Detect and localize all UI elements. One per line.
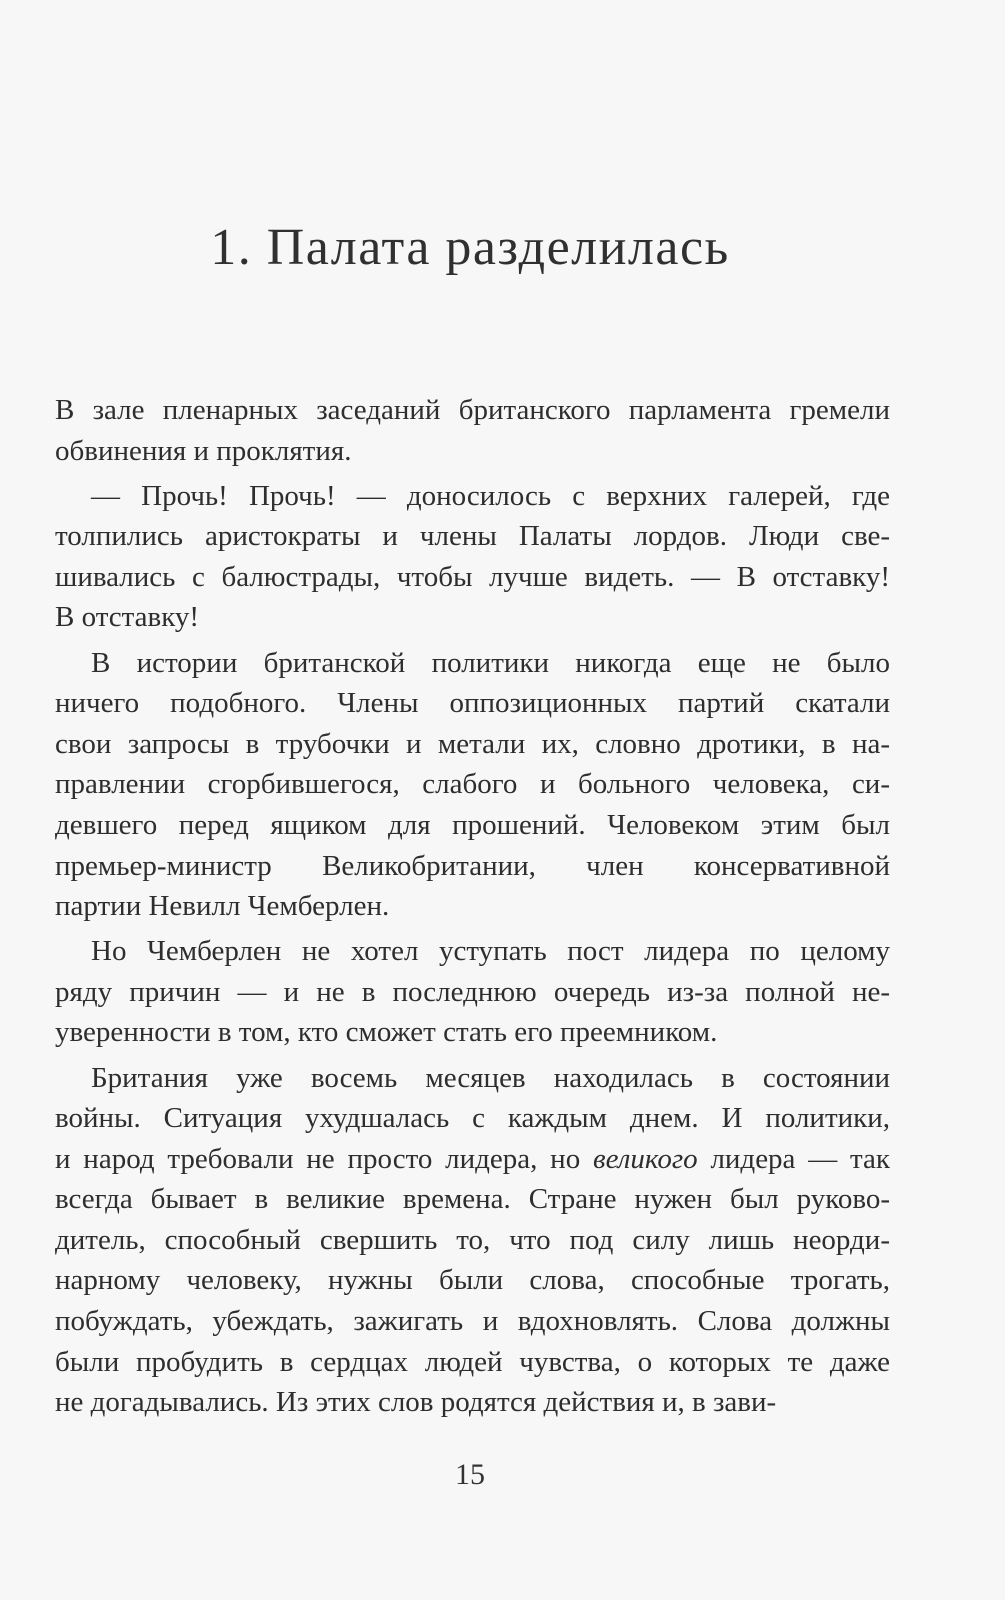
body-text [55,390,890,1427]
text-line: были пробудить в сердцах людей чувства, о которых те даже [55,1345,890,1378]
text-line: шивались с балюстрады, чтобы лучше видеть. — В отставку! [55,560,890,593]
text-line: и народ требовали не просто лидера, но великого лидера — так [55,1142,890,1175]
text-line: войны. Ситуация ухудшалась с каждым днем. И политики, [55,1102,890,1135]
text-line: дитель, способный свершить то, что под силу лишь неорди- [55,1223,890,1256]
text-line: толпились аристократы и члены Палаты лордов. Люди све- [55,520,890,553]
text-line: правлении сгорбившегося, слабого и больного человека, си- [55,768,890,801]
page-number: 15 [455,1458,485,1491]
text-line: партии Невилл Чемберлен. [55,890,390,923]
paragraph [55,931,890,1053]
text-line: уверенности в том, кто сможет стать его преемником. [55,1016,718,1049]
chapter-title: 1. Палата разделилась [210,219,730,276]
text-line: — Прочь! Прочь! — доносилось с верхних галерей, где [91,479,890,512]
paragraph [55,476,890,638]
text-line: обвинения и проклятия. [55,434,352,467]
text-line: Но Чемберлен не хотел уступать пост лидера по целому [91,935,890,968]
text-line: всегда бывает в великие времена. Стране нужен был руково- [55,1183,890,1216]
text-line: В отставку! [55,601,200,634]
text-line: нарному человеку, нужны были слова, способные трогать, [55,1264,890,1297]
text-line: девшего перед ящиком для прошений. Человеком этим был [55,808,890,841]
paragraph [55,643,890,927]
text-line: В истории британской политики никогда еще не было [91,646,890,679]
text-line: ничего подобного. Члены оппозиционных партий скатали [55,687,890,720]
paragraph [55,1058,890,1423]
text-line: премьер-министр Великобритании, член консервативной [55,849,890,882]
text-line: свои запросы в трубочки и метали их, словно дротики, в на- [55,727,890,760]
text-line: ряду причин — и не в последнюю очередь из-за полной не- [55,975,890,1008]
text-line: побуждать, убеждать, зажигать и вдохновлять. Слова должны [55,1305,890,1338]
text-line: не догадывались. Из этих слов родятся действия и, в зави- [55,1386,777,1419]
text-line: Британия уже восемь месяцев находилась в состоянии [91,1061,890,1094]
paragraph [55,390,890,471]
text-line: В зале пленарных заседаний британского парламента гремели [55,394,890,426]
